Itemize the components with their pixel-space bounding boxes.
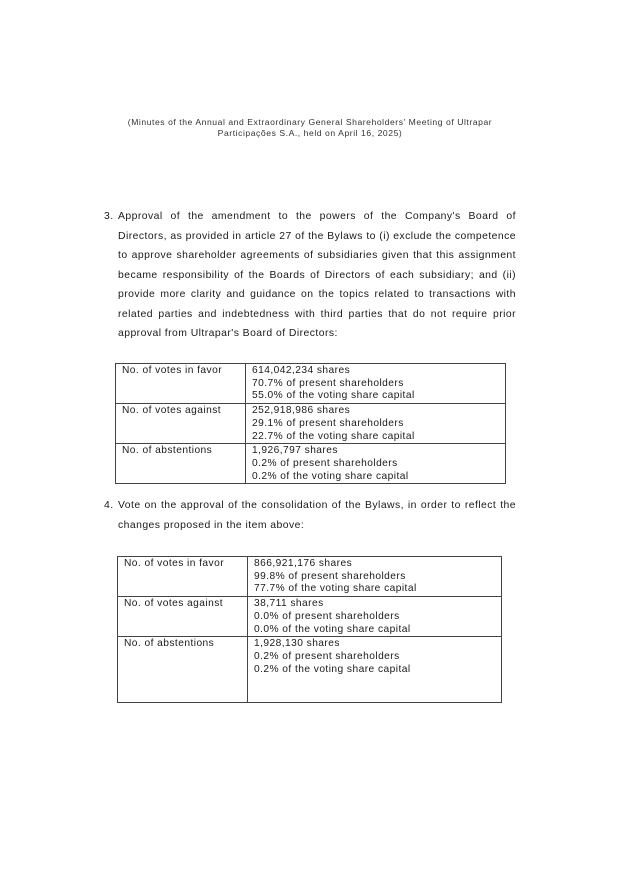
shares-count: 614,042,234 shares	[252, 365, 351, 376]
row-values	[246, 444, 506, 484]
present-percentage: 0.2% of present shareholders	[252, 457, 398, 469]
votes-table-item-4	[117, 556, 502, 703]
shares-count: 252,918,986 shares	[252, 405, 351, 417]
item-3-number: 3.	[104, 211, 114, 222]
agenda-item-3	[104, 207, 516, 344]
shares-count: 1,926,797 shares	[252, 445, 338, 457]
header-line-1: (Minutes of the Annual and Extraordinary General Shareholders' Meeting of Ultrapar	[127, 117, 493, 127]
header-line-2: Participações S.A., held on April 16, 2025)	[217, 128, 403, 138]
capital-percentage: 55.0% of the voting share capital	[252, 390, 415, 402]
capital-percentage: 0.0% of the voting share capital	[254, 623, 411, 635]
item-4-text: Vote on the approval of the consolidation of the Bylaws, in order to reflect the changes proposed in the item above:	[118, 500, 516, 531]
present-percentage: 99.8% of present shareholders	[254, 570, 406, 582]
item-3-text: Approval of the amendment to the powers of the Company's Board of Directors, as provided in article 27 of the Bylaws to (i) exclude the competence to approve shareholder agreements of subsidiaries given that this assignment became responsibility of the Boards of Directors of each subsidiary; and (ii) provide more clarity and guidance on the topics related to transactions with related parties and indebtedness with third parties that do not require prior approval from Ultrapar's Board of Directors:	[118, 211, 516, 339]
present-percentage: 0.0% of present shareholders	[254, 610, 400, 622]
row-label: No. of abstentions	[118, 637, 248, 703]
capital-percentage: 77.7% of the voting share capital	[254, 583, 417, 595]
present-percentage: 0.2% of present shareholders	[254, 650, 400, 662]
capital-percentage: 0.2% of the voting share capital	[252, 470, 409, 482]
capital-percentage: 0.2% of the voting share capital	[254, 663, 411, 675]
row-label: No. of votes against	[118, 597, 248, 637]
present-percentage: 29.1% of present shareholders	[252, 417, 404, 429]
table-row	[118, 597, 502, 637]
item-4-number: 4.	[104, 500, 114, 511]
minutes-header	[0, 117, 620, 139]
table-row	[116, 444, 506, 484]
agenda-item-4	[104, 496, 516, 535]
present-percentage: 70.7% of present shareholders	[252, 377, 404, 389]
row-values	[248, 637, 502, 703]
row-values	[248, 557, 502, 597]
shares-count: 38,711 shares	[254, 598, 324, 610]
capital-percentage: 22.7% of the voting share capital	[252, 430, 415, 442]
row-values	[246, 404, 506, 444]
row-label: No. of abstentions	[116, 444, 246, 484]
shares-count: 866,921,176 shares	[254, 558, 353, 569]
table-row	[118, 637, 502, 703]
row-values	[248, 597, 502, 637]
table-row	[118, 557, 502, 597]
table-row	[116, 364, 506, 404]
table-row	[116, 404, 506, 444]
row-label: No. of votes in favor	[118, 557, 248, 597]
votes-table-item-3	[115, 363, 506, 484]
row-label: No. of votes in favor	[116, 364, 246, 404]
row-label: No. of votes against	[116, 404, 246, 444]
shares-count: 1,928,130 shares	[254, 638, 340, 650]
row-values	[246, 364, 506, 404]
